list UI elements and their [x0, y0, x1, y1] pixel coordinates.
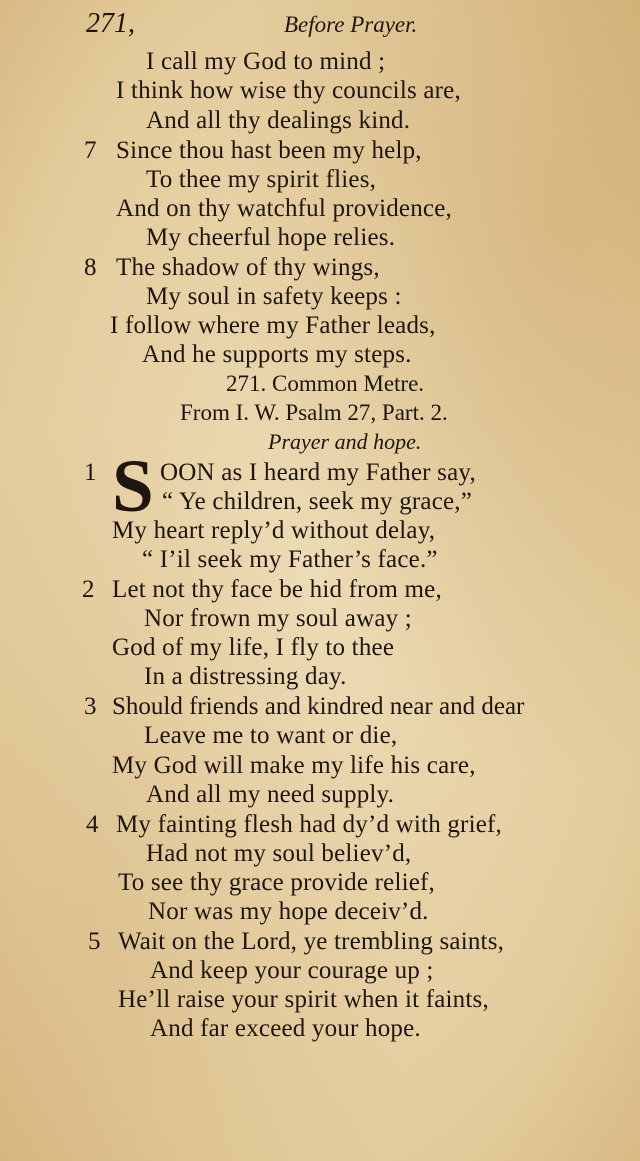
verse-line: I follow where my Father leads,: [110, 312, 436, 339]
stanza-number: 1: [84, 459, 97, 486]
verse-line: He’ll raise your spirit when it faints,: [118, 986, 489, 1013]
verse-line: My soul in safety keeps :: [146, 283, 402, 310]
verse-line: My God will make my life his care,: [112, 752, 476, 779]
hymn-title: 271. Common Metre.: [226, 371, 425, 396]
verse-line: “ I’il seek my Father’s face.”: [142, 546, 438, 573]
verse-line: The shadow of thy wings,: [116, 254, 380, 281]
stanza-number: 5: [88, 928, 101, 955]
verse-line: To thee my spirit flies,: [146, 166, 377, 193]
verse-line: Nor was my hope deceiv’d.: [148, 898, 429, 925]
stanza-number: 2: [82, 576, 95, 603]
verse-line: Wait on the Lord, ye trembling saints,: [118, 928, 505, 955]
stanza-number: 4: [86, 811, 99, 838]
verse-line: My cheerful hope relies.: [146, 224, 396, 251]
stanza-number: 8: [84, 254, 97, 281]
verse-line: And all thy dealings kind.: [146, 107, 411, 134]
drop-cap: S: [112, 445, 154, 528]
verse-line: In a distressing day.: [144, 663, 347, 690]
verse-line: My fainting flesh had dy’d with grief,: [116, 811, 502, 838]
verse-line: Leave me to want or die,: [144, 722, 398, 749]
verse-line: And all my need supply.: [146, 781, 395, 808]
running-head: Before Prayer.: [284, 12, 418, 37]
verse-line: And he supports my steps.: [142, 341, 412, 368]
verse-line: God of my life, I fly to thee: [112, 634, 395, 661]
stanza-number: 3: [84, 693, 97, 720]
verse-line: “ Ye children, seek my grace,”: [162, 488, 473, 515]
verse-line: And far exceed your hope.: [150, 1015, 421, 1042]
verse-line: My heart reply’d without delay,: [112, 517, 436, 544]
verse-line: Since thou hast been my help,: [116, 137, 422, 164]
hymn-source: From I. W. Psalm 27, Part. 2.: [180, 400, 448, 425]
verse-line: I call my God to mind ;: [146, 48, 386, 75]
page-number: 271,: [86, 8, 135, 39]
verse-line: And keep your courage up ;: [150, 957, 434, 984]
stanza-number: 7: [84, 137, 97, 164]
verse-line: Should friends and kindred near and dear: [112, 693, 525, 720]
verse-line: To see thy grace provide relief,: [118, 869, 436, 896]
verse-line: And on thy watchful providence,: [116, 195, 452, 222]
hymn-subtitle: Prayer and hope.: [268, 429, 422, 454]
verse-line: Had not my soul believ’d,: [146, 840, 412, 867]
verse-line: Nor frown my soul away ;: [144, 605, 412, 632]
verse-line: OON as I heard my Father say,: [160, 459, 476, 486]
verse-line: Let not thy face be hid from me,: [112, 576, 442, 603]
verse-line: I think how wise thy councils are,: [116, 77, 461, 104]
